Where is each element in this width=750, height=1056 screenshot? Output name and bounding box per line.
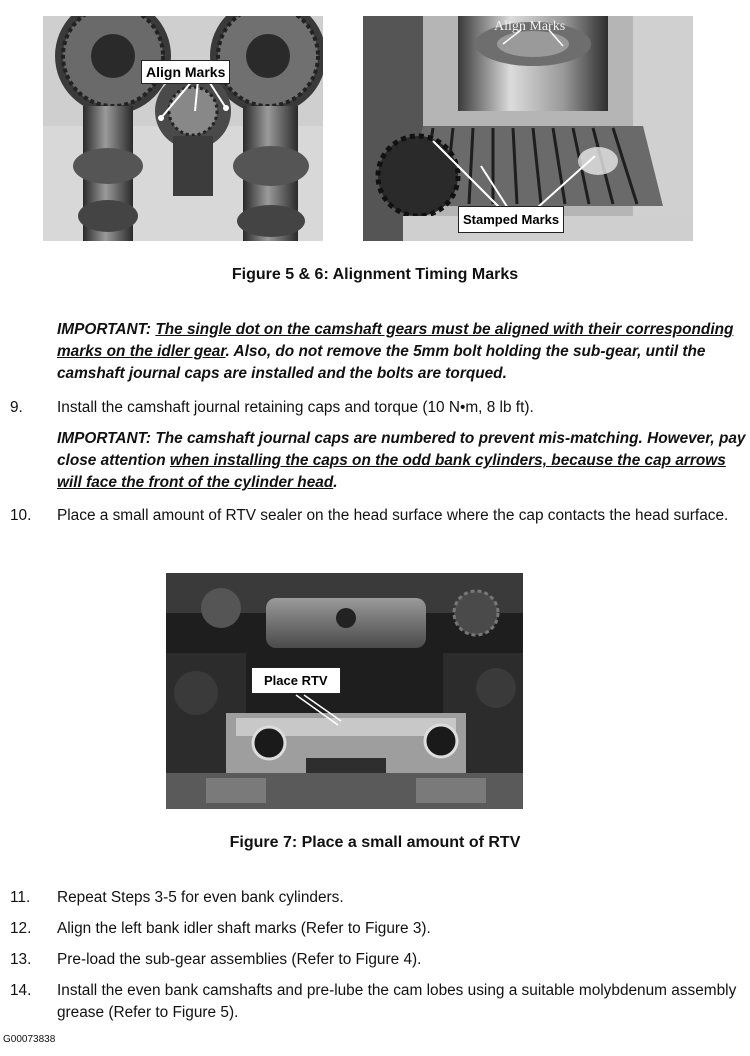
step-number: 14. [10, 982, 32, 999]
important-note-gear-alignment [57, 319, 747, 385]
step-text: Pre-load the sub-gear assemblies (Refer to Figure 4). [57, 951, 422, 968]
figure-7-caption: Figure 7: Place a small amount of RTV [229, 834, 521, 851]
align-marks-callout: Align Marks [141, 60, 230, 84]
figure-6-photo [363, 16, 693, 241]
document-id: G00073838 [3, 1034, 56, 1045]
figure-5-photo [43, 16, 323, 241]
align-marks-stamp: Align Marks [494, 19, 566, 34]
figure-5-6-caption: Figure 5 & 6: Alignment Timing Marks [231, 266, 519, 283]
important-underlined-text: The single dot on the camshaft gears must be aligned with their corresponding marks on the idler gear [57, 321, 734, 360]
step-number: 10. [10, 507, 32, 524]
important-text: . Also, do not remove the 5mm bolt holding the sub-gear, until the camshaft journal caps are installed and the bolts are torqued. [57, 343, 706, 382]
important-underlined-text: when installing the caps on the odd bank cylinders, because the cap arrows will face the front of the cylinder head [57, 452, 726, 491]
figure-7-photo [166, 573, 523, 809]
place-rtv-callout: Place RTV [251, 667, 341, 694]
important-end: . [333, 474, 338, 491]
step-number: 9. [10, 399, 23, 416]
step-text: Repeat Steps 3-5 for even bank cylinders. [57, 889, 344, 906]
important-label: IMPORTANT: [57, 321, 152, 338]
step-text: Install the even bank camshafts and pre-lube the cam lobes using a suitable molybdenum assembly grease (Refer to Figure 5). [57, 982, 737, 1021]
step-number: 12. [10, 920, 32, 937]
important-note-journal-caps [57, 428, 747, 494]
step-number: 11. [10, 889, 31, 906]
step-text: Place a small amount of RTV sealer on the head surface where the cap contacts the head surface. [57, 507, 729, 524]
important-text: IMPORTANT: The camshaft journal caps are numbered to prevent mis-matching. However, pay close attention [57, 430, 746, 469]
stamped-marks-callout: Stamped Marks [458, 206, 564, 233]
step-number: 13. [10, 951, 32, 968]
step-text: Align the left bank idler shaft marks (Refer to Figure 3). [57, 920, 431, 937]
step-text: Install the camshaft journal retaining caps and torque (10 N•m, 8 lb ft). [57, 399, 534, 416]
